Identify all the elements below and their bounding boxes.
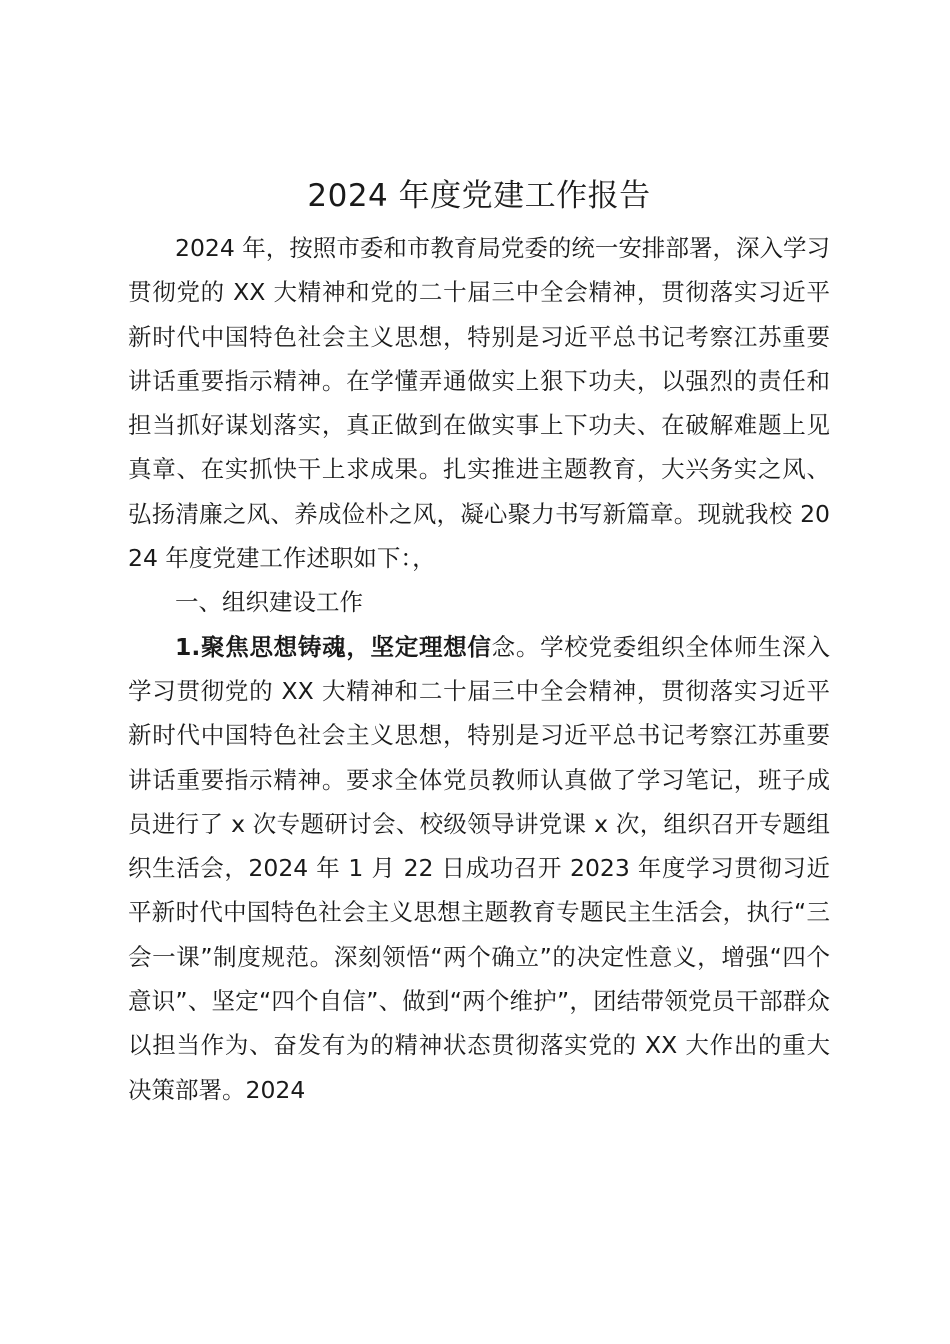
item-1-paragraph [128, 625, 830, 1112]
document-title: 2024 年度党建工作报告 [307, 178, 651, 214]
item-1-body: 念。学校党委组织全体师生深入学习贯彻党的 XX 大精神和二十届三中全会精神，贯彻落实习近平新时代中国特色社会主义思想，特别是习近平总书记考察江苏重要讲话重要指示精神。要求全体党员教师认真做了学习笔记，班子成员进行了 x 次专题研讨会、校级领导讲党课 x 次，组织召开专题组织生活会，2024 年 1 月 22 日成功召开 2023 年度学习贯彻习近平新时代中国特色社会主义思想主题教育专题民主生活会，执行“三会一课”制度规范。深刻领悟“两个确立”的决定性意义，增强“四个意识”、坚定“四个自信”、做到“两个维护”，团结带领党员干部群众以担当作为、奋发有为的精神状态贯彻落实党的 XX 大作出的重大决策部署。2024 [128, 632, 830, 1104]
document-page [128, 172, 830, 1112]
item-1-lead: 1.聚焦思想铸魂，坚定理想信 [175, 632, 492, 661]
intro-paragraph: 2024 年，按照市委和市教育局党委的统一安排部署，深入学习贯彻党的 XX 大精神和党的二十届三中全会精神，贯彻落实习近平新时代中国特色社会主义思想，特别是习近平总书记考察江苏重要讲话重要指示精神。在学懂弄通做实上狠下功夫，以强烈的责任和担当抓好谋划落实，真正做到在做实事上下功夫、在破解难题上见真章、在实抓快干上求成果。扎实推进主题教育，大兴务实之风、弘扬清廉之风、养成俭朴之风，凝心聚力书写新篇章。现就我校 2024 年度党建工作述职如下：， [128, 234, 830, 573]
section-heading-organization: 一、组织建设工作 [175, 588, 363, 617]
